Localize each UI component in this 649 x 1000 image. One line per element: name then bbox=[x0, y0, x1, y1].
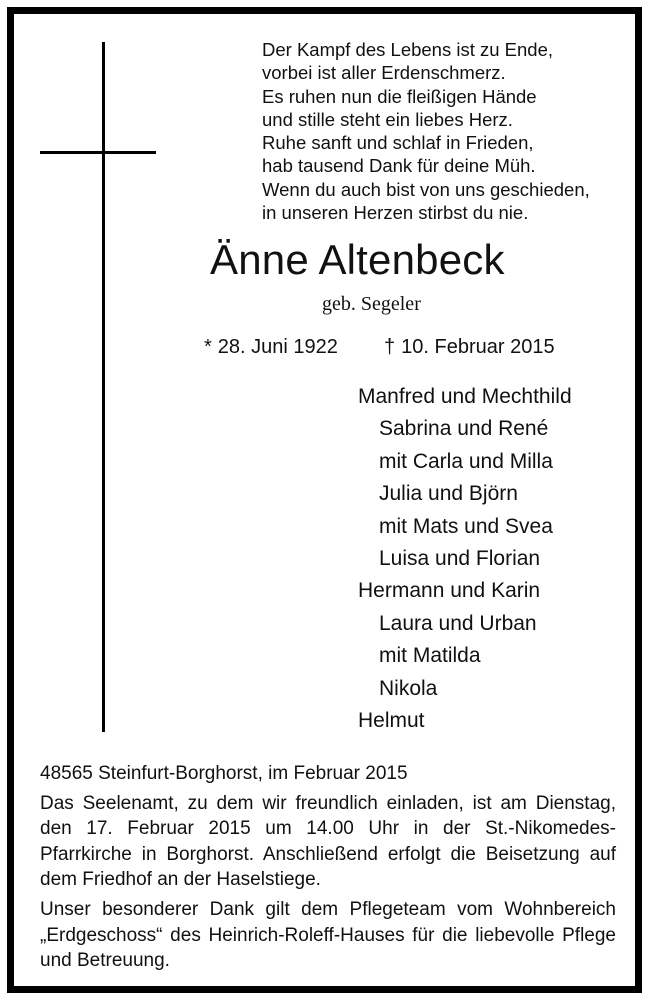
birth-date: 28. Juni 1922 bbox=[217, 336, 338, 358]
thanks-paragraph: Unser besonderer Dank gilt dem Pflegeteam vom Wohnbereich „Erdgeschoss“ des Heinrich-Roleff-Hauses für die liebevolle Pflege und Betreuung. bbox=[40, 898, 616, 972]
poem-line: Wenn du auch bist von uns geschieden, bbox=[262, 178, 590, 200]
deceased-name: Änne Altenbeck bbox=[210, 236, 505, 283]
poem-line: Der Kampf des Lebens ist zu Ende, bbox=[262, 39, 554, 60]
obituary-frame bbox=[7, 7, 642, 993]
cross-vertical-bar bbox=[102, 42, 105, 732]
family-member: Luisa und Florian bbox=[379, 547, 541, 571]
death-date: 10. Februar 2015 bbox=[401, 336, 555, 358]
family-member: mit Carla und Milla bbox=[379, 449, 553, 473]
poem-line: vorbei ist aller Erdenschmerz. bbox=[262, 62, 506, 84]
poem-line: Ruhe sanft und schlaf in Frieden, bbox=[262, 132, 534, 154]
family-member: Manfred und Mechthild bbox=[358, 385, 572, 408]
family-member: Sabrina und René bbox=[379, 417, 549, 441]
poem-line: Es ruhen nun die fleißigen Hände bbox=[262, 85, 537, 107]
service-paragraph: Das Seelenamt, zu dem wir freundlich einladen, ist am Dienstag, den 17. Februar 2015 um 14.00 Uhr in der St.-Nikomedes-Pfarrkirche in Borghorst. Anschließend erfolgt die Beisetzung auf dem Friedhof an der Haselstiege. bbox=[40, 792, 616, 891]
poem-line: und stille steht ein liebes Herz. bbox=[262, 108, 513, 130]
footer-text bbox=[40, 761, 616, 978]
poem bbox=[262, 38, 622, 224]
family-member: Helmut bbox=[358, 709, 425, 733]
death-date-line bbox=[384, 334, 555, 360]
poem-line: in unseren Herzen stirbst du nie. bbox=[262, 202, 529, 224]
family-member: Hermann und Karin bbox=[358, 579, 541, 603]
death-cross-icon: † bbox=[384, 336, 396, 358]
family-list bbox=[358, 381, 628, 737]
birth-date-line bbox=[204, 334, 338, 360]
family-member: Laura und Urban bbox=[379, 611, 537, 635]
birth-star-icon: * bbox=[204, 336, 212, 358]
family-member: mit Mats und Svea bbox=[379, 514, 553, 538]
birth-name: geb. Segeler bbox=[322, 293, 421, 315]
place-and-date: 48565 Steinfurt-Borghorst, im Februar 2015 bbox=[40, 763, 408, 784]
poem-line: hab tausend Dank für deine Müh. bbox=[262, 155, 536, 177]
family-member: Nikola bbox=[379, 676, 438, 700]
cross-horizontal-bar bbox=[40, 151, 156, 154]
family-member: mit Matilda bbox=[379, 644, 481, 668]
family-member: Julia und Björn bbox=[379, 482, 518, 506]
